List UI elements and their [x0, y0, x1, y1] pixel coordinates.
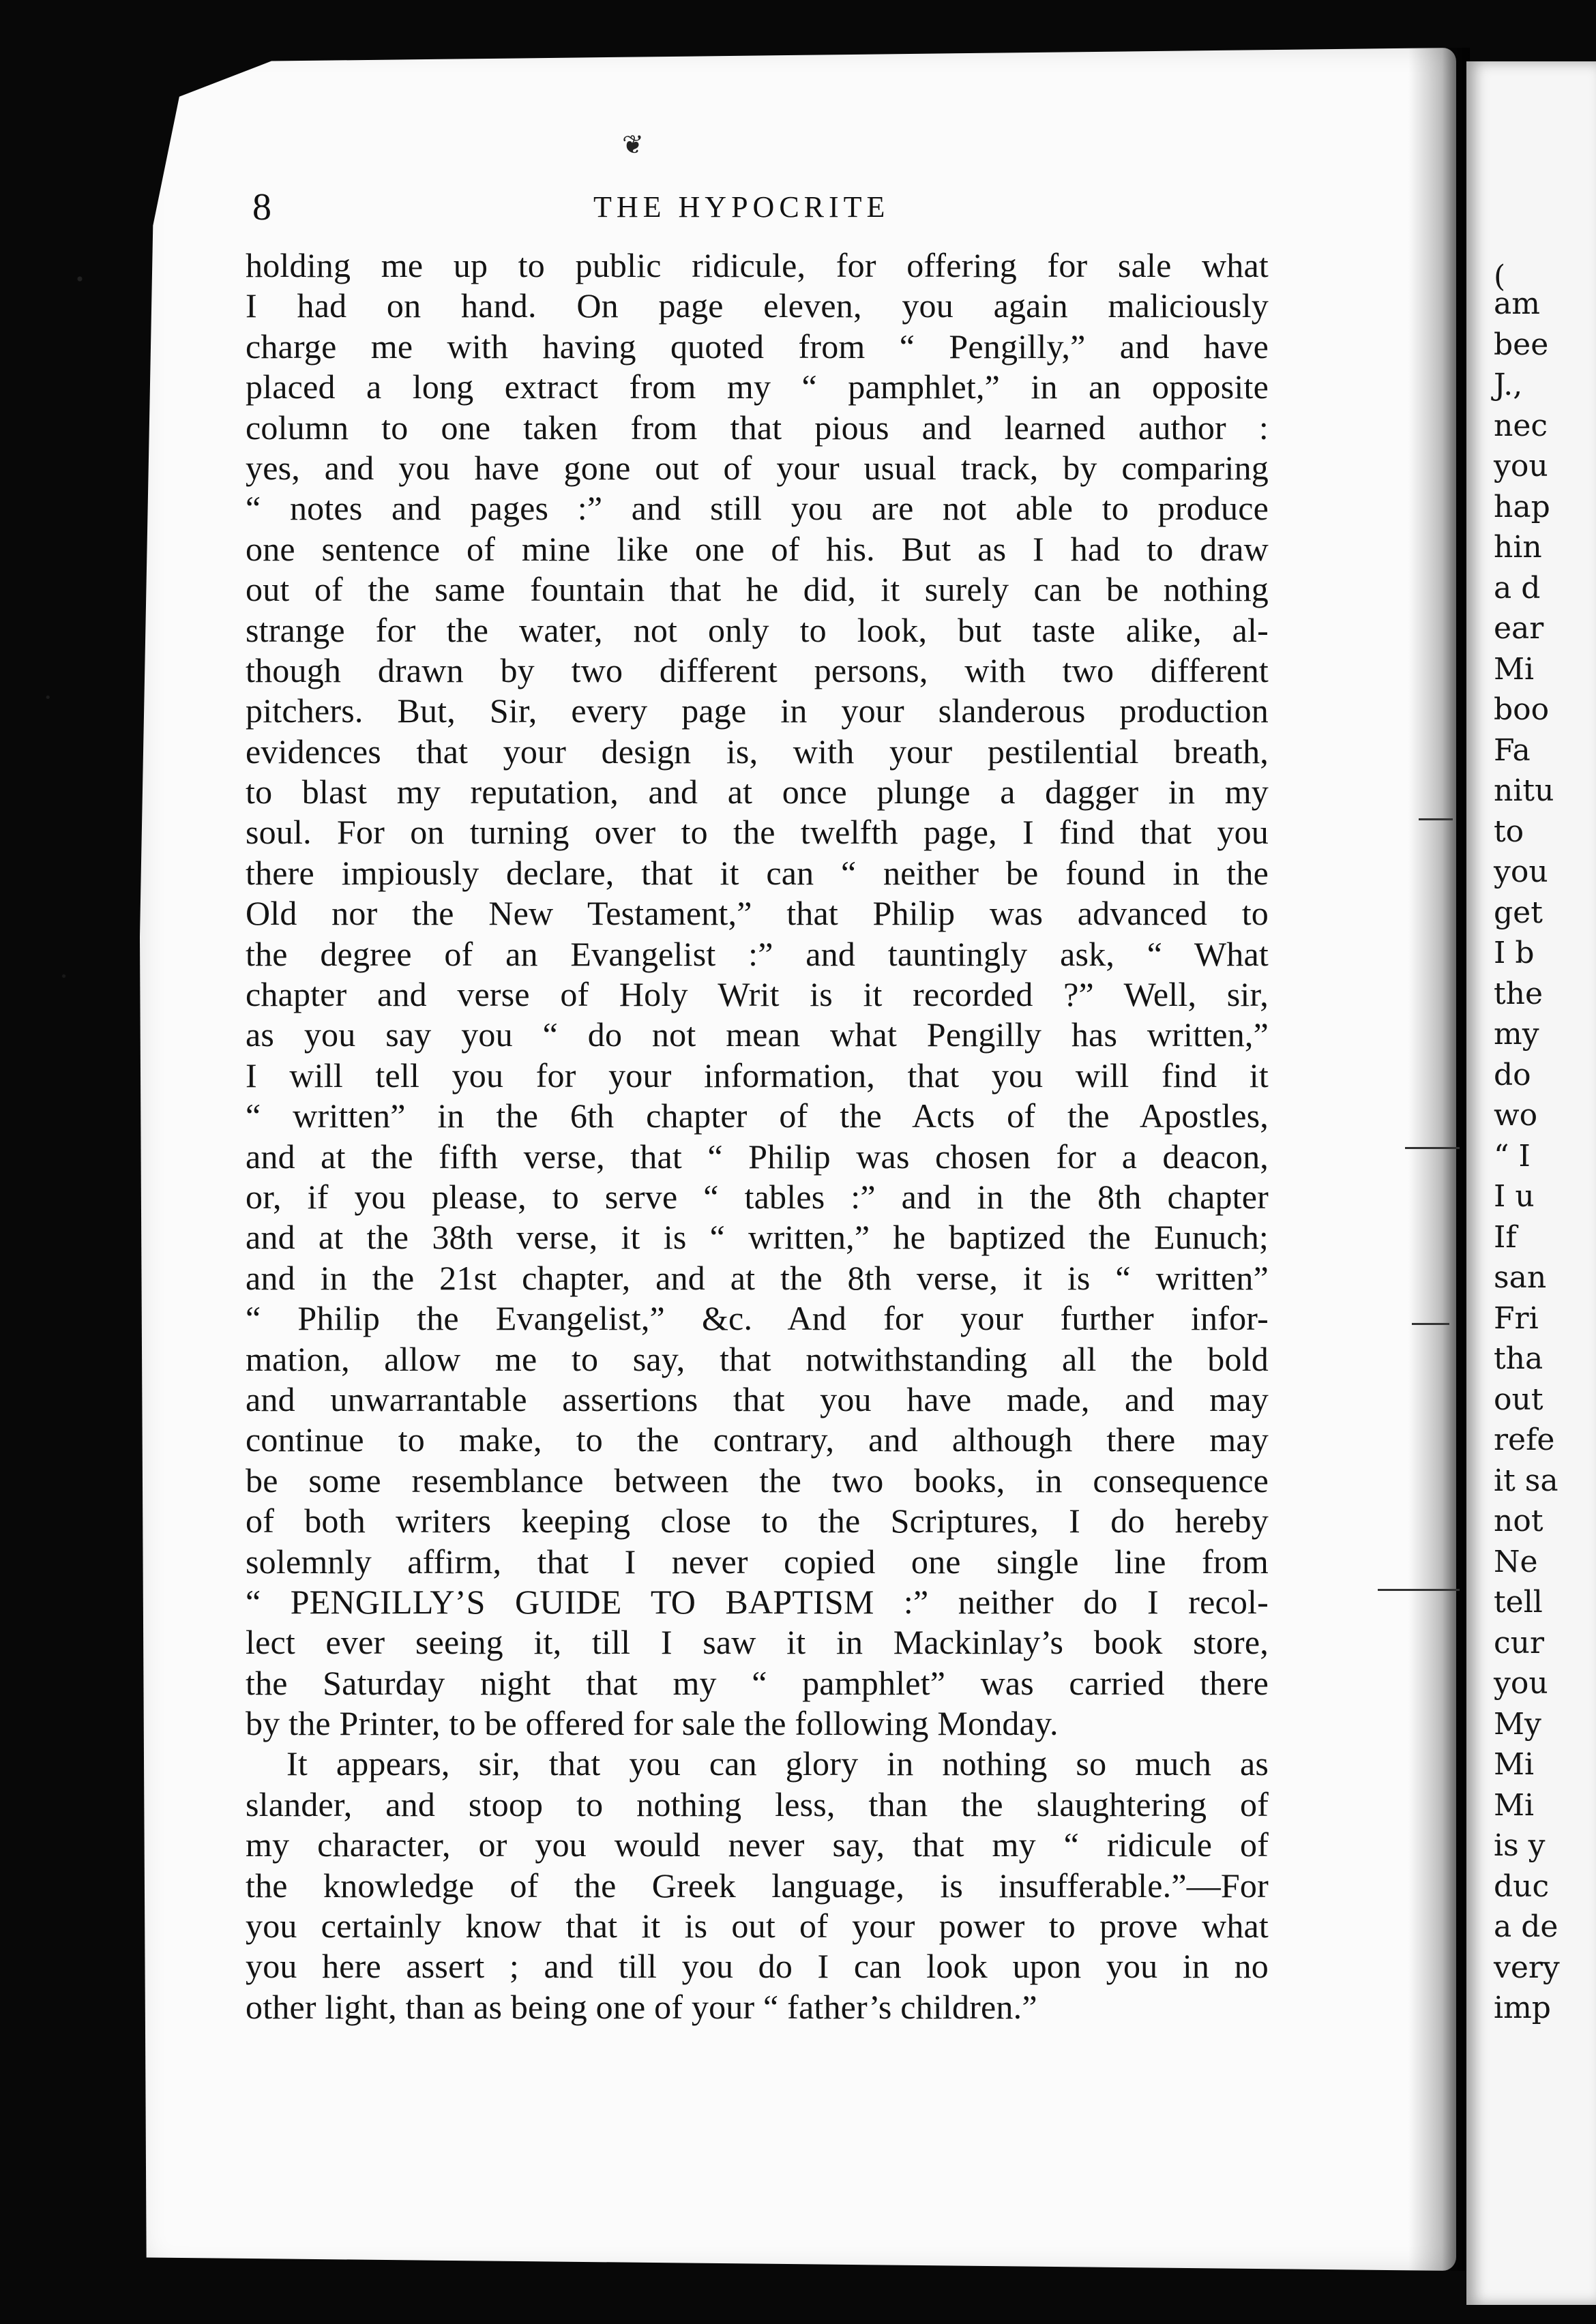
- text-line: lect ever seeing it, till I saw it in Mackinlay’s book store,: [246, 1623, 1269, 1662]
- text-line: as you say you “ do not mean what Pengilly has written,”: [246, 1015, 1269, 1054]
- running-head-title: THE HYPOCRITE: [593, 190, 890, 224]
- text-line: holding me up to public ridicule, for offering for sale what: [246, 246, 1269, 284]
- right-page-fragment: ear: [1494, 611, 1544, 646]
- right-page-fragment: I b: [1494, 936, 1535, 970]
- margin-tick: [1419, 818, 1453, 820]
- text-line: It appears, sir, that you can glory in nothing so much as: [286, 1744, 1269, 1783]
- right-page-fragment: do: [1494, 1057, 1531, 1092]
- right-page-fragment: cur: [1494, 1625, 1545, 1660]
- right-page-fragment: nec: [1494, 408, 1548, 443]
- right-page-fragment: Fa: [1494, 732, 1531, 768]
- text-line: you here assert ; and till you do I can look upon you in no: [246, 1947, 1269, 1986]
- text-line: pitchers. But, Sir, every page in your slanderous production: [246, 691, 1269, 730]
- text-line: be some resemblance between the two books, in consequence: [246, 1461, 1269, 1500]
- margin-tick: [1412, 1323, 1449, 1325]
- text-line: column to one taken from that pious and learned author :: [246, 408, 1269, 447]
- text-line: Old nor the New Testament,” that Philip was advanced to: [246, 894, 1269, 933]
- right-page-fragment: Mi: [1494, 1787, 1535, 1823]
- right-page-fragment: tell: [1494, 1585, 1543, 1620]
- text-line: evidences that your design is, with your pestilential breath,: [246, 732, 1269, 771]
- right-page-fragment: it sa: [1494, 1463, 1558, 1498]
- right-page-fragment: a de: [1494, 1909, 1558, 1944]
- decorative-ornament: ❦: [622, 130, 644, 160]
- right-page-fragment: you: [1494, 1666, 1548, 1701]
- right-page-fragment: Ne: [1494, 1544, 1538, 1579]
- text-line: out of the same fountain that he did, it surely can be nothing: [246, 570, 1269, 609]
- text-line: yes, and you have gone out of your usual track, by comparing: [246, 448, 1269, 487]
- text-line: charge me with having quoted from “ Pengilly,” and have: [246, 327, 1269, 366]
- page-number: 8: [252, 186, 271, 228]
- right-page-fragment: Mi: [1494, 651, 1535, 687]
- right-page-fragment: bee: [1494, 327, 1549, 362]
- right-page-fragment: imp: [1494, 1991, 1551, 2025]
- text-line: strange for the water, not only to look, but taste alike, al-: [246, 610, 1269, 649]
- text-line: the knowledge of the Greek language, is insufferable.”—For: [246, 1866, 1269, 1905]
- right-page-fragment: refe: [1494, 1422, 1555, 1457]
- text-line: placed a long extract from my “ pamphlet,” in an opposite: [246, 368, 1269, 406]
- right-page-fragment: am: [1494, 286, 1540, 321]
- right-page-fragment: out: [1494, 1382, 1543, 1417]
- right-page-fragment: Mi: [1494, 1747, 1535, 1782]
- right-page-fragment: hin: [1494, 530, 1542, 565]
- right-page-fragment: Fri: [1494, 1300, 1539, 1336]
- text-line: my character, or you would never say, that my “ ridicule of: [246, 1826, 1269, 1864]
- right-page-fragment: My: [1494, 1706, 1541, 1742]
- margin-tick: [1405, 1147, 1460, 1149]
- text-line: and at the 38th verse, it is “ written,” he baptized the Eunuch;: [246, 1218, 1269, 1257]
- right-page-fragment: nitu: [1494, 773, 1554, 808]
- text-line: continue to make, to the contrary, and although there may: [246, 1420, 1269, 1459]
- right-page-fragment: J.,: [1494, 368, 1523, 402]
- margin-tick: [1378, 1589, 1460, 1591]
- right-page-fragment: san: [1494, 1260, 1547, 1295]
- text-line: chapter and verse of Holy Writ is it recorded ?” Well, sir,: [246, 975, 1269, 1014]
- text-line: and unwarrantable assertions that you have made, and may: [246, 1380, 1269, 1418]
- right-page-fragment: not: [1494, 1504, 1543, 1538]
- right-page-fragment: duc: [1494, 1868, 1550, 1904]
- right-page-fragment: you: [1494, 854, 1548, 889]
- right-page-fragment: tha: [1494, 1341, 1543, 1376]
- text-line: to blast my reputation, and at once plunge a dagger in my: [246, 773, 1269, 811]
- text-line: the Saturday night that my “ pamphlet” was carried there: [246, 1663, 1269, 1702]
- text-line: there impiously declare, that it can “ neither be found in the: [246, 853, 1269, 892]
- text-line: and in the 21st chapter, and at the 8th verse, it is “ written”: [246, 1258, 1269, 1297]
- text-line: one sentence of mine like one of his. But as I had to draw: [246, 529, 1269, 568]
- running-head: [252, 185, 1269, 226]
- text-line: though drawn by two different persons, with two different: [246, 651, 1269, 689]
- text-line: soul. For on turning over to the twelfth page, I find that you: [246, 813, 1269, 852]
- text-line: “ written” in the 6th chapter of the Acts of the Apostles,: [246, 1097, 1269, 1135]
- right-page-fragment: is y: [1494, 1828, 1546, 1863]
- right-page-fragment: boo: [1494, 692, 1550, 727]
- right-page-fragment: I u: [1494, 1179, 1535, 1214]
- right-page-fragment: the: [1494, 976, 1543, 1011]
- body-text: [246, 245, 1269, 2027]
- text-line: solemnly affirm, that I never copied one single line from: [246, 1542, 1269, 1581]
- right-page-fragment: get: [1494, 895, 1543, 930]
- right-page-fragment: you: [1494, 449, 1548, 483]
- right-page-fragment: my: [1494, 1017, 1539, 1052]
- text-line: slander, and stoop to nothing less, than the slaughtering of: [246, 1785, 1269, 1823]
- text-line: and at the fifth verse, that “ Philip was chosen for a deacon,: [246, 1137, 1269, 1176]
- right-page-fragment: If: [1494, 1219, 1517, 1255]
- text-line: other light, than as being one of your “ father’s children.”: [246, 1987, 1037, 2026]
- right-page-fragment: a d: [1494, 570, 1541, 606]
- text-line: “ PENGILLY’S GUIDE TO BAPTISM :” neither do I recol-: [246, 1582, 1269, 1621]
- text-line: of both writers keeping close to the Scriptures, I do hereby: [246, 1502, 1269, 1540]
- right-page-fragment: “ I: [1494, 1138, 1531, 1174]
- text-line: “ Philip the Evangelist,” &c. And for your further infor-: [246, 1299, 1269, 1338]
- text-line: the degree of an Evangelist :” and tauntingly ask, “ What: [246, 934, 1269, 973]
- right-page-fragment: (: [1494, 259, 1506, 294]
- right-page-fragment: very: [1494, 1950, 1560, 1985]
- text-line: by the Printer, to be offered for sale the following Monday.: [246, 1704, 1059, 1743]
- text-line: I had on hand. On page eleven, you again maliciously: [246, 286, 1269, 325]
- text-line: mation, allow me to say, that notwithstanding all the bold: [246, 1339, 1269, 1378]
- text-line: I will tell you for your information, that you will find it: [246, 1056, 1269, 1094]
- binding-gutter: [1408, 48, 1470, 2271]
- right-page-fragment: to: [1494, 814, 1524, 849]
- right-page-fragment: wo: [1494, 1098, 1538, 1133]
- right-page-fragment: hap: [1494, 489, 1550, 524]
- text-line: or, if you please, to serve “ tables :” and in the 8th chapter: [246, 1177, 1269, 1216]
- text-line: you certainly know that it is out of your power to prove what: [246, 1907, 1269, 1946]
- right-page-edge: [1466, 61, 1596, 2305]
- text-line: “ notes and pages :” and still you are not able to produce: [246, 489, 1269, 528]
